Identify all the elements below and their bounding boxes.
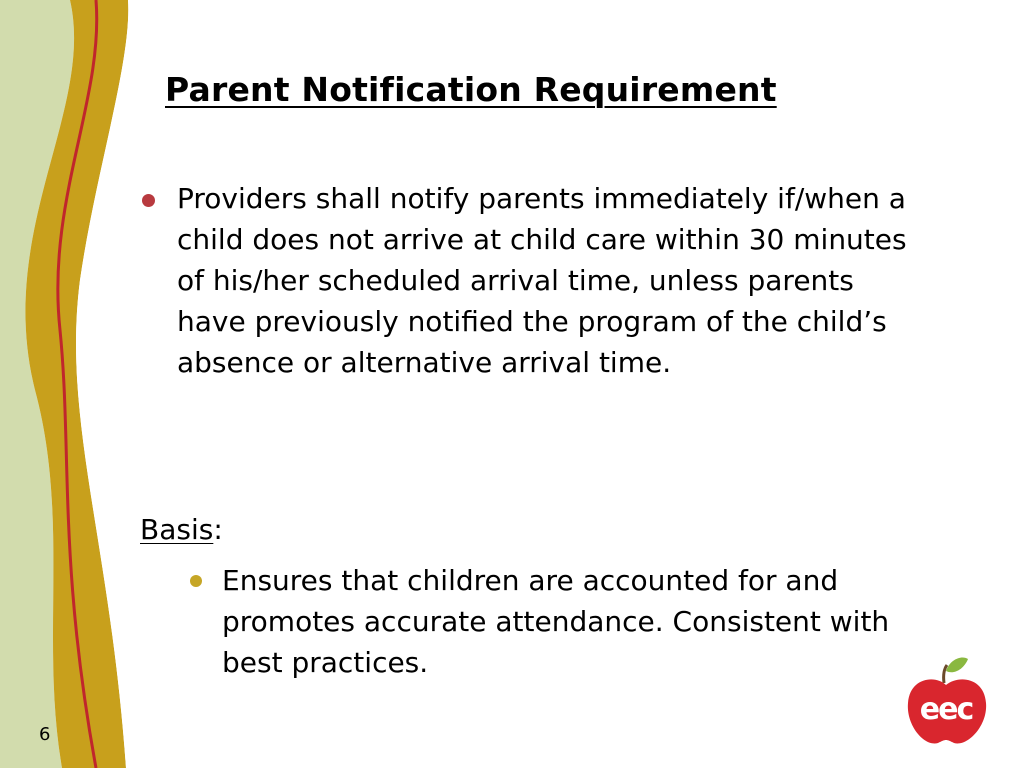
sub-bullet-dot: [190, 575, 202, 587]
logo-stem-icon: [944, 665, 947, 683]
main-bullet: [140, 178, 910, 383]
logo-leaf-icon: [946, 658, 968, 673]
page-number: 6: [39, 724, 51, 745]
sub-bullet: [188, 560, 918, 683]
logo-text: eec: [919, 692, 973, 727]
sub-bullet-text: Ensures that children are accounted for and promotes accurate attendance. Consistent with best practices.: [222, 564, 890, 679]
basis-label: Basis: [140, 513, 214, 546]
slide-title: Parent Notification Requirement: [165, 70, 777, 109]
eec-apple-logo: [900, 655, 992, 747]
main-bullet-dot: [142, 194, 155, 207]
decorative-side-waves: [0, 0, 140, 768]
basis-colon: :: [213, 513, 223, 546]
basis-heading: [140, 509, 223, 550]
main-bullet-text: Providers shall notify parents immediately if/when a child does not arrive at child care within 30 minutes of his/her scheduled arrival time, unless parents have previously notified the program of the child’s absence or alternative arrival time.: [177, 182, 907, 379]
